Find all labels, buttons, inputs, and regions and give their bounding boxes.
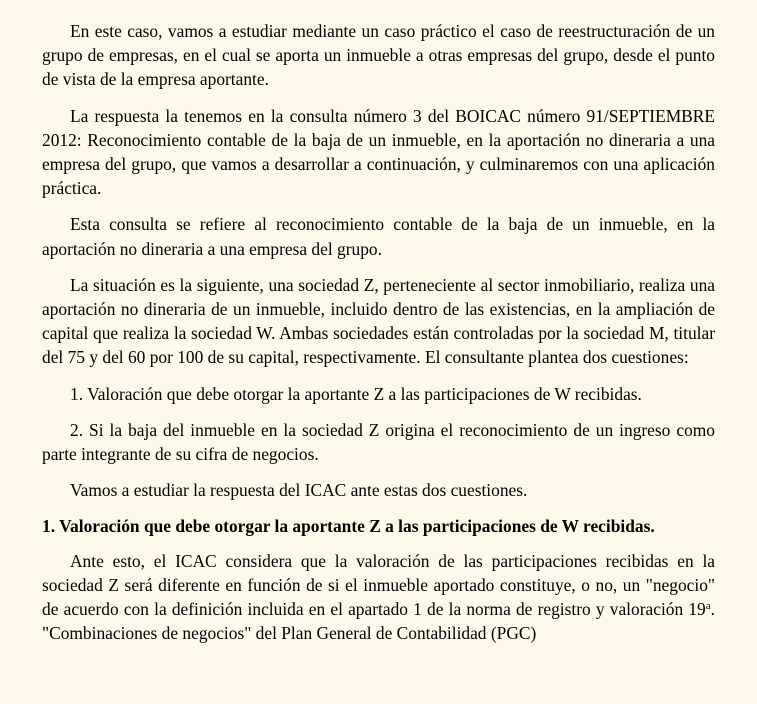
question-one: 1. Valoración que debe otorgar la aportante Z a las participaciones de W recibidas. (70, 383, 642, 404)
question-two: 2. Si la baja del inmueble en la sociedad Z origina el reconocimiento de un ingreso como parte integrante de su cifra de negocios. (42, 419, 715, 465)
paragraph-situation: La situación es la siguiente, una sociedad Z, perteneciente al sector inmobiliario, realiza una aportación no dineraria de un inmueble, incluido dentro de las existencias, en la ampliación de capital que realiza la sociedad W. Ambas sociedades están controladas por la sociedad M, titular del 75 y del 60 por 100 de su capital, respectivamente. El consultante plantea dos cuestiones: (42, 274, 715, 368)
superscript-ordinal: a (705, 600, 711, 613)
section-heading: 1. Valoración que debe otorgar la aportante Z a las participaciones de W recibidas. (42, 516, 655, 537)
paragraph-icac-text-end: . "Combinaciones de negocios" del Plan General de Contabilidad (PGC) (42, 599, 715, 644)
paragraph-intro: En este caso, vamos a estudiar mediante un caso práctico el caso de reestructuración de un grupo de empresas, en el cual se aporta un inmueble a otras empresas del grupo, desde el punto de vista de la empresa aportante. (42, 21, 715, 90)
paragraph-transition: Vamos a estudiar la respuesta del ICAC ante estas dos cuestiones. (70, 480, 528, 501)
paragraph-consulta-summary: Esta consulta se refiere al reconocimiento contable de la baja de un inmueble, en la aportación no dineraria a una empresa del grupo. (42, 214, 715, 259)
paragraph-icac-valuation (42, 549, 715, 646)
paragraph-icac-text-start: Ante esto, el ICAC considera que la valoración de las participaciones recibidas en la sociedad Z será diferente en función de si el inmueble aportado constituye, o no, un "negocio" de acuerdo con la definición incluida en el apartado 1 de la norma de registro y valoración 19 (42, 550, 715, 620)
paragraph-boicac-reference: La respuesta la tenemos en la consulta número 3 del BOICAC número 91/SEPTIEMBRE 2012: Reconocimiento contable de la baja de un inmueble, en la aportación no dineraria a una empresa del grupo, que vamos a desarrollar a continuación, y culminaremos con una aplicación práctica. (42, 105, 715, 199)
